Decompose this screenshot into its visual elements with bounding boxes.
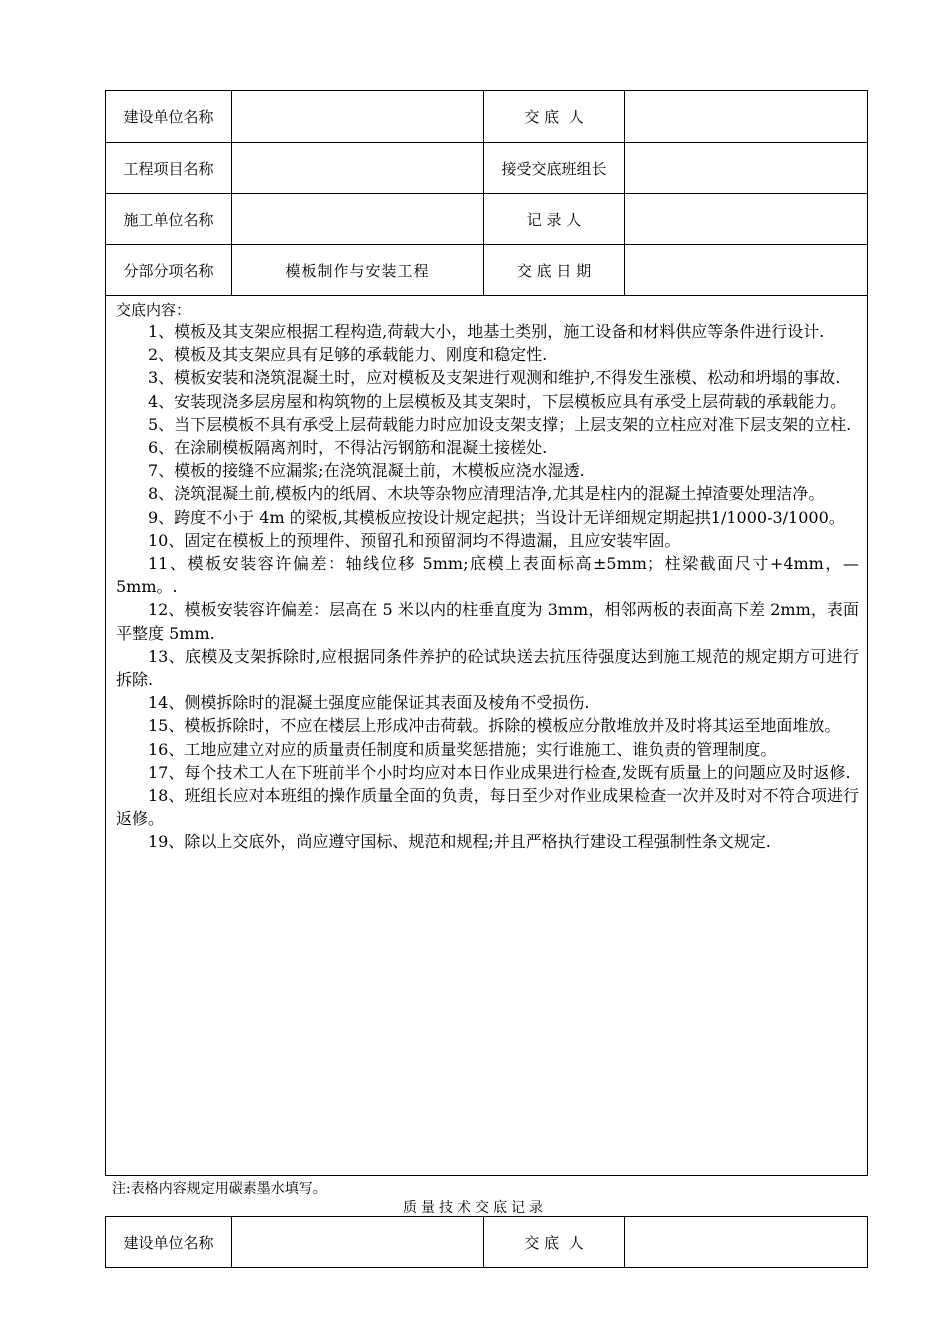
content-item: 16、工地应建立对应的质量责任制度和质量奖惩措施；实行谁施工、谁负责的管理制度。 [148, 739, 777, 759]
content-item: 5、当下层模板不具有承受上层荷载能力时应加设支架支撑；上层支架的立柱应对准下层支架的立柱. [148, 414, 852, 434]
project-name-label: 工程项目名称 [106, 143, 232, 194]
content-item: 12、模板安装容许偏差：层高在 5 米以内的柱垂直度为 3mm，相邻两板的表面高下差 2mm，表面平整度 5mm. [116, 600, 859, 643]
construction-unit-label: 建设单位名称 [106, 91, 232, 143]
content-item: 19、除以上交底外，尚应遵守国标、规范和规程;并且严格执行建设工程强制性条文规定. [148, 832, 771, 852]
content-item: 17、每个技术工人在下班前半个小时均应对本日作业成果进行检查,发既有质量上的问题应及时返修. [148, 762, 851, 782]
content-item: 1、模板及其支架应根据工程构造,荷载大小，地基土类别，施工设备和材料供应等条件进行设计. [148, 322, 825, 341]
content-item: 2、模板及其支架应具有足够的承载能力、刚度和稳定性. [148, 345, 548, 365]
date-label: 交 底 日 期 [484, 245, 625, 296]
content-item: 15、模板拆除时，不应在楼层上形成冲击荷载。拆除的模板应分散堆放并及时将其运至地面堆放。 [148, 716, 841, 736]
content-item: 4、安装现浇多层房屋和构筑物的上层模板及其支架时，下层模板应具有承受上层荷载的承载能力。 [148, 391, 847, 411]
form-note: 注:表格内容规定用碳素墨水填写。 [112, 1181, 327, 1197]
discloser-field[interactable] [625, 91, 868, 143]
disclosure-form-table [105, 90, 868, 1176]
content-item: 10、固定在模板上的预埋件、预留孔和预留洞均不得遗漏，且应安装牢固。 [148, 530, 681, 550]
content-item: 11、模板安装容许偏差：轴线位移 5mm;底模上表面标高±5mm；柱梁截面尺寸+4mm，—5mm。. [116, 554, 859, 597]
content-item: 14、侧模拆除时的混凝土强度应能保证其表面及棱角不受损伤. [148, 693, 590, 713]
content-item: 13、底模及支架拆除时,应根据同条件养护的砼试块送去抗压待强度达到施工规范的规定期方可进行拆除. [116, 646, 859, 690]
second-form-title: 质量技术交底记录 [403, 1200, 547, 1216]
construction-unit-label: 建设单位名称 [106, 1217, 232, 1268]
project-name-field[interactable] [232, 143, 484, 194]
content-item: 18、班组长应对本班组的操作质量全面的负责，每日至少对作业成果检查一次并及时对不符合项进行返修。 [116, 786, 859, 829]
disclosure-content-cell [106, 296, 868, 1176]
subitem-label: 分部分项名称 [106, 245, 232, 296]
receiver-label: 接受交底班组长 [484, 143, 625, 194]
content-item: 7、模板的接缝不应漏浆;在浇筑混凝土前，木模板应浇水湿透. [148, 461, 585, 481]
construction-unit-field[interactable] [232, 1217, 484, 1268]
recorder-field[interactable] [625, 194, 868, 245]
content-item: 3、模板安装和浇筑混凝土时，应对模板及支架进行观测和维护,不得发生涨模、松动和坍塌的事故. [148, 368, 841, 388]
discloser-label: 交 底 人 [484, 91, 625, 143]
date-field[interactable] [625, 245, 868, 296]
receiver-field[interactable] [625, 143, 868, 194]
contractor-field[interactable] [232, 194, 484, 245]
subitem-field[interactable]: 模板制作与安装工程 [232, 245, 484, 296]
construction-unit-field[interactable] [232, 91, 484, 143]
content-item: 9、跨度不小于 4m 的梁板,其模板应按设计规定起拱；当设计无详细规定期起拱1/1000-3/1000。 [148, 507, 845, 527]
contractor-label: 施工单位名称 [106, 194, 232, 245]
content-item: 8、浇筑混凝土前,模板内的纸屑、木块等杂物应清理洁净,尤其是柱内的混凝土掉渣要处理洁净。 [148, 484, 825, 504]
content-heading: 交底内容： [116, 301, 192, 319]
discloser-label: 交 底 人 [484, 1217, 625, 1268]
second-form-table [105, 1216, 868, 1268]
recorder-label: 记 录 人 [484, 194, 625, 245]
discloser-field[interactable] [625, 1217, 868, 1268]
content-item: 6、在涂刷模板隔离剂时，不得沾污钢筋和混凝土接槎处. [148, 438, 548, 458]
